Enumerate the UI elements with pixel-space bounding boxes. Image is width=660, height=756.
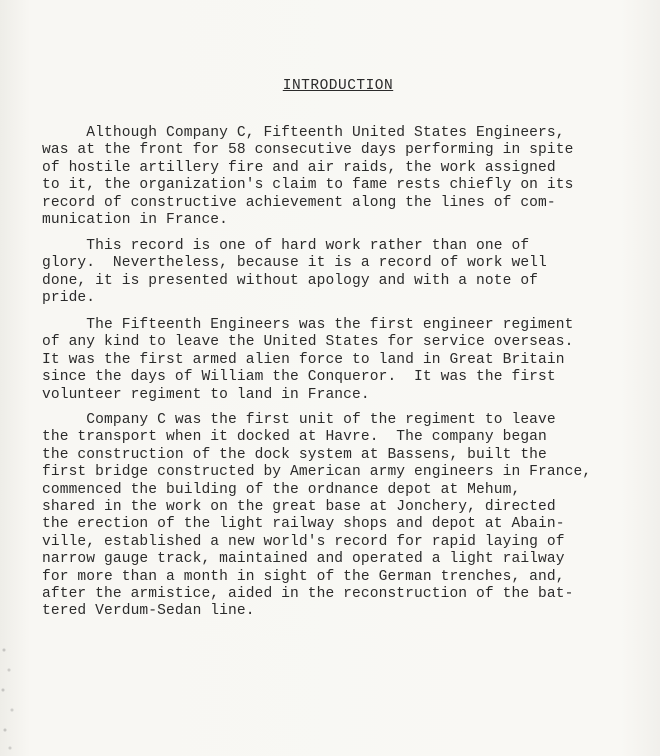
text-line: after the armistice, aided in the reconstruction of the bat-	[42, 586, 574, 603]
text-line: pride.	[42, 290, 96, 307]
text-line: was at the front for 58 consecutive days performing in spite	[42, 142, 574, 159]
paragraph-4	[42, 412, 591, 621]
text-line: Although Company C, Fifteenth United States Engineers,	[42, 125, 565, 141]
text-line: for more than a month in sight of the German trenches, and,	[42, 568, 565, 585]
paragraph-2	[42, 238, 547, 308]
text-line: volunteer regiment to land in France.	[42, 386, 370, 403]
text-line: munication in France.	[42, 212, 229, 229]
text-line: commenced the building of the ordnance depot at Mehum,	[42, 481, 521, 498]
scan-edge-speckle	[0, 640, 22, 756]
text-line: the erection of the light railway shops and depot at Abain-	[42, 516, 565, 533]
text-line: done, it is presented without apology and with a note of	[42, 272, 539, 289]
text-line: of any kind to leave the United States for service overseas.	[42, 334, 574, 351]
text-line: to it, the organization's claim to fame rests chiefly on its	[42, 177, 574, 194]
text-line: Company C was the first unit of the regiment to leave	[42, 412, 556, 428]
text-line: first bridge constructed by American army engineers in France,	[42, 464, 592, 481]
document-title: INTRODUCTION	[282, 78, 394, 94]
text-line: tered Verdum-Sedan line.	[42, 603, 255, 620]
text-line: glory. Nevertheless, because it is a record of work well	[42, 255, 547, 272]
text-line: narrow gauge track, maintained and operated a light railway	[42, 551, 565, 568]
paragraph-1	[42, 125, 573, 229]
paragraph-3	[42, 317, 573, 404]
text-line: the construction of the dock system at Bassens, built the	[42, 446, 547, 463]
text-line: the transport when it docked at Havre. The company began	[42, 429, 547, 446]
text-line: record of constructive achievement along the lines of com-	[42, 194, 556, 211]
text-line: since the days of William the Conqueror. It was the first	[42, 369, 556, 386]
text-line: shared in the work on the great base at Jonchery, directed	[42, 499, 556, 516]
text-line: The Fifteenth Engineers was the first engineer regiment	[42, 317, 574, 333]
text-line: of hostile artillery fire and air raids, the work assigned	[42, 159, 556, 176]
text-line: This record is one of hard work rather than one of	[42, 238, 530, 254]
text-line: ville, established a new world's record for rapid laying of	[42, 533, 565, 550]
text-line: It was the first armed alien force to land in Great Britain	[42, 351, 565, 368]
